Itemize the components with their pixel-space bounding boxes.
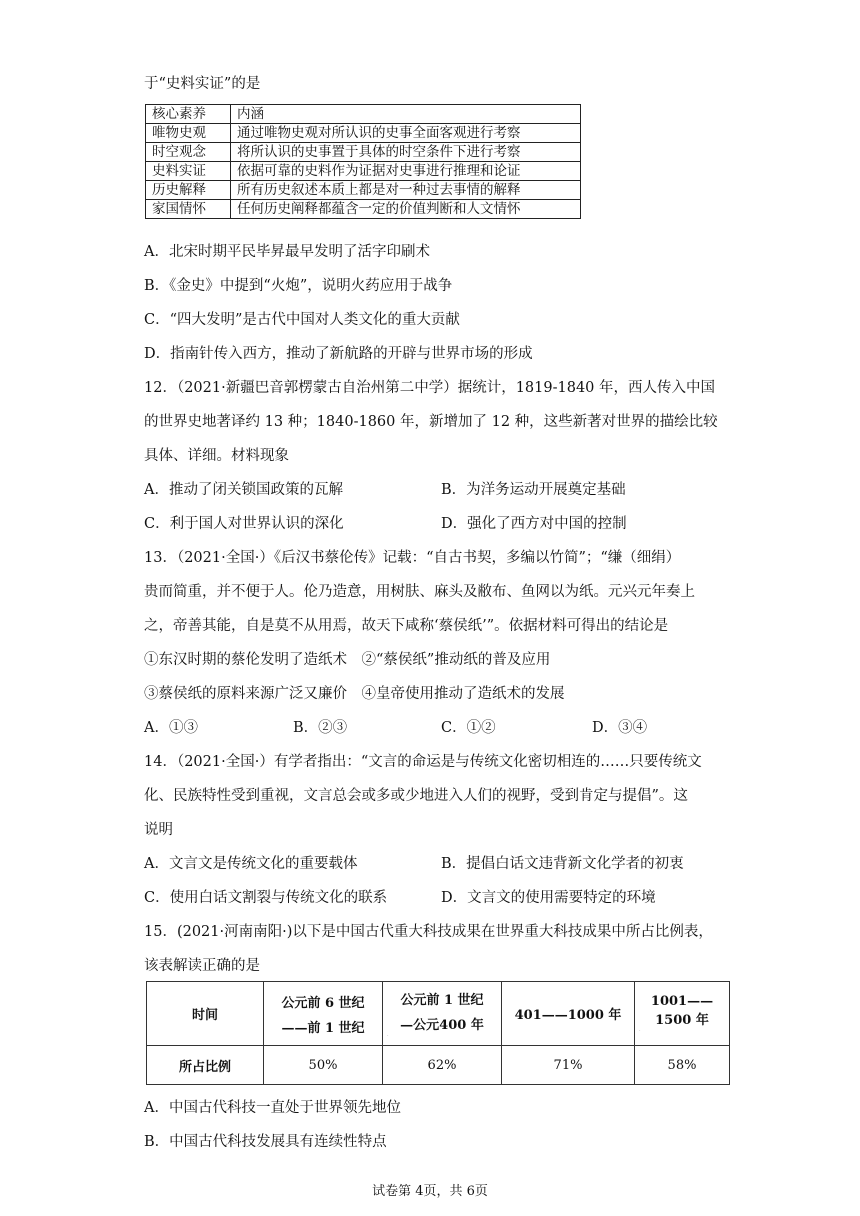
table-cell: 家国情怀 <box>146 200 231 219</box>
q15-stem-line: 该表解读正确的是 <box>144 958 260 974</box>
q12-stem-line: 具体、详细。材料现象 <box>144 448 289 464</box>
period-line: ——前 1 世纪 <box>281 1020 365 1036</box>
table-cell: 唯物史观 <box>146 124 231 143</box>
table-cell: 通过唯物史观对所认识的史事全面客观进行考察 <box>231 124 581 143</box>
period-line: 1001——1500 年 <box>650 993 714 1028</box>
table-cell: 时空观念 <box>146 143 231 162</box>
question-intro: 于“史料实证”的是 <box>144 76 261 92</box>
q14-option-d: D．文言文的使用需要特定的环境 <box>441 890 656 906</box>
watermark-mark: · <box>639 1027 641 1034</box>
q11-option-c: C．“四大发明”是古代中国对人类文化的重大贡献 <box>144 312 460 328</box>
table-cell: 历史解释 <box>146 181 231 200</box>
table-row-label: 时间 <box>147 982 264 1046</box>
q14-stem-line: 14．（2021·全国·）有学者指出：“文言的命运是与传统文化密切相连的……只要传统文 <box>144 754 702 770</box>
q12-stem-line: 的世界史地著译约 13 种；1840-1860 年，新增加了 12 种，这些新著对世界的描绘比较 <box>144 414 718 430</box>
watermark-mark: · <box>387 1032 389 1039</box>
q15-stem-line: 15．(2021·河南南阳·)以下是中国古代重大科技成果在世界重大科技成果中所占比例表， <box>144 924 713 940</box>
q13-option-a: A．①③ <box>144 720 198 736</box>
q14-option-c: C．使用白话文割裂与传统文化的联系 <box>144 890 388 906</box>
q13-stem-line: 13．（2021·全国·）《后汉书蔡伦传》记载：“自古书契，多编以竹简”；“缣（细绢） <box>144 550 681 566</box>
table-cell: 将所认识的史事置于具体的时空条件下进行考察 <box>231 143 581 162</box>
q11-option-a: A．北宋时期平民毕昇最早发明了活字印刷术 <box>144 244 430 260</box>
table-cell <box>502 982 635 1046</box>
q14-option-b: B．提倡白话文违背新文化学者的初衷 <box>441 856 684 872</box>
page-footer: 试卷第 4页，共 6页 <box>372 1184 488 1199</box>
q12-option-d: D．强化了西方对中国的控制 <box>441 516 627 532</box>
q12-option-c: C．利于国人对世界认识的深化 <box>144 516 344 532</box>
table-row <box>147 982 730 1046</box>
q14-option-a: A．文言文是传统文化的重要载体 <box>144 856 358 872</box>
tech-ratio-table <box>146 981 730 1085</box>
table-cell: 任何历史阐释都蕴含一定的价值判断和人文情怀 <box>231 200 581 219</box>
q13-option-d: D．③④ <box>592 720 648 736</box>
q14-stem-line: 说明 <box>144 822 173 838</box>
q12-stem-line: 12．（2021·新疆巴音郭楞蒙古自治州第二中学）据统计，1819-1840 年，西人传入中国 <box>144 380 716 396</box>
q15-option-b: B．中国古代科技发展具有连续性特点 <box>144 1134 387 1150</box>
table-row-label: 所占比例 <box>147 1046 264 1085</box>
q11-option-d: D．指南针传入西方，推动了新航路的开辟与世界市场的形成 <box>144 346 533 362</box>
period-line: 公元前 6 世纪 <box>281 995 365 1011</box>
q13-option-c: C．①② <box>441 720 496 736</box>
q15-option-a: A．中国古代科技一直处于世界领先地位 <box>144 1100 401 1116</box>
table-cell: 依据可靠的史料作为证据对史事进行推理和论证 <box>231 162 581 181</box>
q13-statement-line: ①东汉时期的蔡伦发明了造纸术 ②“蔡侯纸”推动纸的普及应用 <box>144 652 551 668</box>
q14-stem-line: 化、民族特性受到重视，文言总会或多或少地进入人们的视野，受到肯定与提倡”。这 <box>144 788 688 804</box>
table-cell: 58% <box>635 1046 730 1085</box>
table-cell <box>635 982 730 1046</box>
table-header-row <box>146 105 581 124</box>
table-cell: 62% <box>383 1046 502 1085</box>
q13-option-b: B．②③ <box>293 720 348 736</box>
table-row <box>147 1046 730 1085</box>
table-row <box>146 162 581 181</box>
table-row <box>146 200 581 219</box>
period-line: 401——1000 年 <box>514 1008 622 1023</box>
period-line: 公元前 1 世纪 <box>400 992 484 1008</box>
q13-statement-line: ③蔡侯纸的原料来源广泛又廉价 ④皇帝使用推动了造纸术的发展 <box>144 686 565 702</box>
table-row <box>146 124 581 143</box>
table-cell: 史料实证 <box>146 162 231 181</box>
table-cell: 所有历史叙述本质上都是对一种过去事情的解释 <box>231 181 581 200</box>
q11-option-b: B．《金史》中提到“火炮”，说明火药应用于战争 <box>144 278 453 294</box>
table-header-cell: 核心素养 <box>146 105 231 124</box>
table-cell: 71% <box>502 1046 635 1085</box>
period-line: —公元400 年 <box>400 1017 484 1033</box>
q12-option-b: B．为洋务运动开展奠定基础 <box>441 482 626 498</box>
table-row <box>146 143 581 162</box>
table-header-cell: 内涵 <box>231 105 581 124</box>
literacy-table <box>145 104 581 219</box>
q13-stem-line: 贵而简重，并不便于人。伦乃造意，用树肤、麻头及敝布、鱼网以为纸。元兴元年奏上 <box>144 584 695 600</box>
q12-option-a: A．推动了闭关锁国政策的瓦解 <box>144 482 343 498</box>
table-row <box>146 181 581 200</box>
table-cell <box>264 982 383 1046</box>
table-cell <box>383 982 502 1046</box>
q13-stem-line: 之，帝善其能，自是莫不从用焉，故天下咸称‘蔡侯纸’”。依据材料可得出的结论是 <box>144 618 669 634</box>
table-cell: 50% <box>264 1046 383 1085</box>
